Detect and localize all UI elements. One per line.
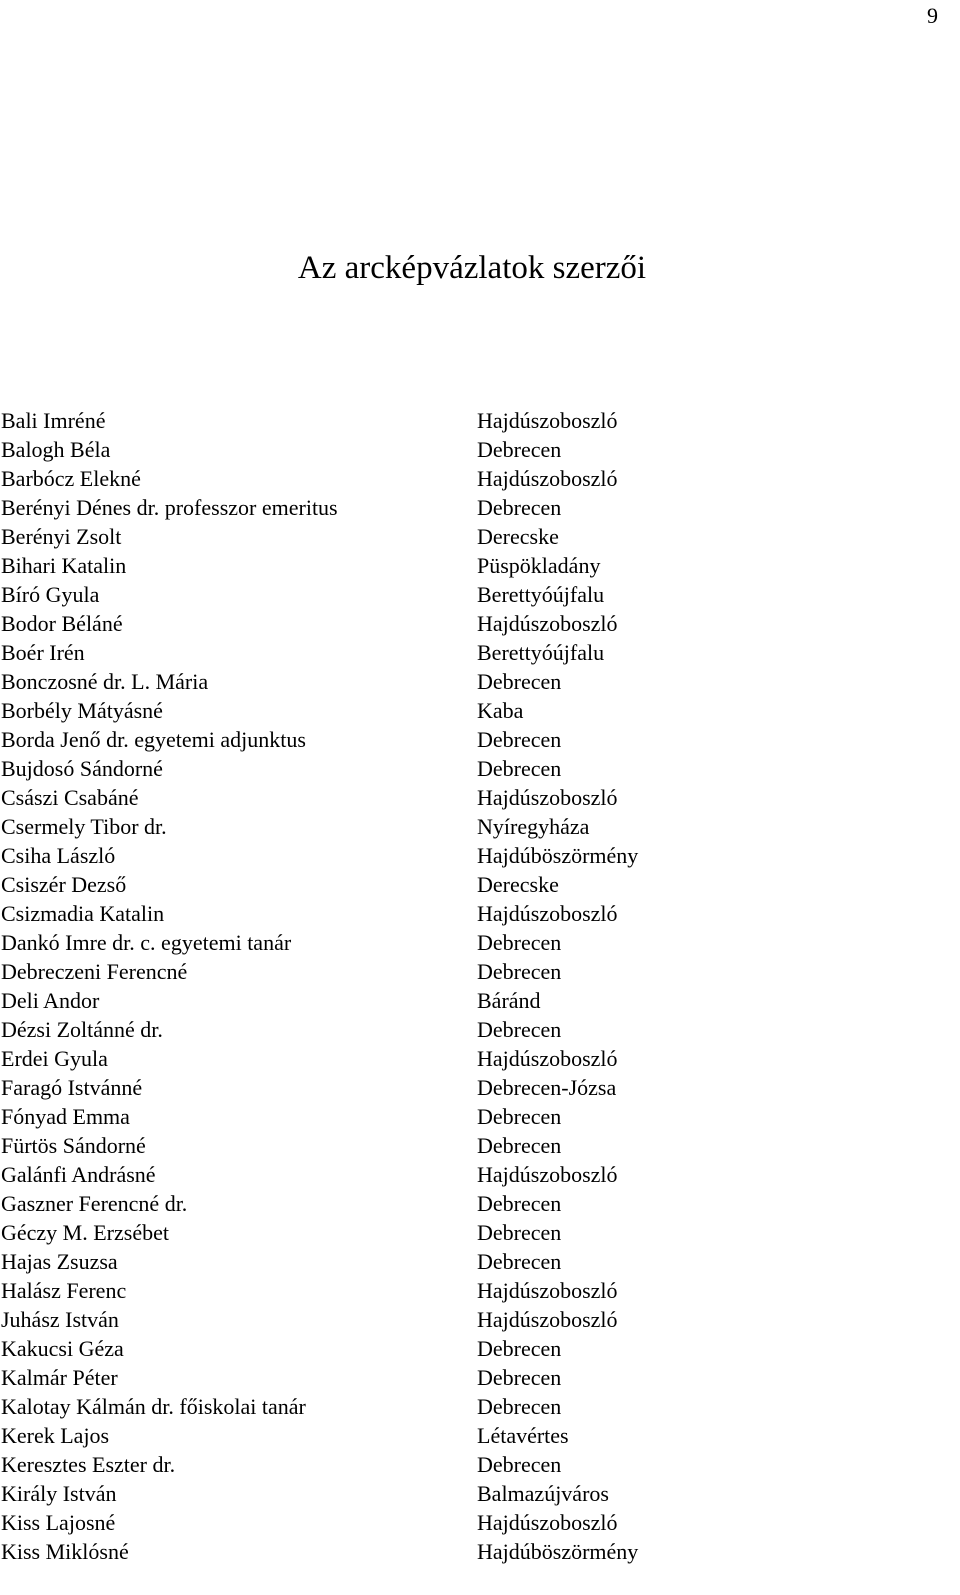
author-row	[0, 1334, 760, 1363]
author-city: Berettyóújfalu	[477, 640, 605, 665]
author-name: Juhász István	[1, 1307, 119, 1332]
author-row	[0, 696, 760, 725]
author-city: Debrecen	[477, 756, 562, 781]
author-name: Csizmadia Katalin	[1, 901, 165, 926]
author-name: Kiss Lajosné	[1, 1510, 116, 1535]
author-city: Derecske	[477, 524, 559, 549]
author-row	[0, 1392, 760, 1421]
author-name: Halász Ferenc	[1, 1278, 127, 1303]
author-row	[0, 522, 760, 551]
author-row	[0, 464, 760, 493]
author-name: Bali Imréné	[1, 408, 106, 433]
author-city: Debrecen	[477, 1394, 562, 1419]
author-city: Létavértes	[477, 1423, 569, 1448]
author-row	[0, 667, 760, 696]
author-name: Keresztes Eszter dr.	[1, 1452, 176, 1477]
author-name: Faragó Istvánné	[1, 1075, 143, 1100]
author-row	[0, 725, 760, 754]
author-city: Berettyóújfalu	[477, 582, 605, 607]
author-name: Csermely Tibor dr.	[1, 814, 167, 839]
author-city: Debrecen	[477, 1017, 562, 1042]
author-name: Kerek Lajos	[1, 1423, 110, 1448]
author-name: Borda Jenő dr. egyetemi adjunktus	[1, 727, 306, 752]
author-city: Hajdúszoboszló	[477, 1510, 618, 1535]
author-city: Debrecen-Józsa	[477, 1075, 617, 1100]
author-row	[0, 1479, 760, 1508]
author-city: Hajdúszoboszló	[477, 1046, 618, 1071]
author-row	[0, 1102, 760, 1131]
author-name: Hajas Zsuzsa	[1, 1249, 118, 1274]
author-row	[0, 1421, 760, 1450]
author-city: Hajdúböszörmény	[477, 843, 639, 868]
author-row	[0, 551, 760, 580]
author-row	[0, 812, 760, 841]
author-row	[0, 1247, 760, 1276]
author-city: Debrecen	[477, 1336, 562, 1361]
author-row	[0, 899, 760, 928]
author-name: Dézsi Zoltánné dr.	[1, 1017, 163, 1042]
author-row	[0, 1218, 760, 1247]
author-row	[0, 1044, 760, 1073]
author-name: Géczy M. Erzsébet	[1, 1220, 169, 1245]
author-name: Boér Irén	[1, 640, 85, 665]
author-city: Debrecen	[477, 930, 562, 955]
author-city: Debrecen	[477, 1191, 562, 1216]
author-row	[0, 957, 760, 986]
author-name: Berényi Dénes dr. professzor emeritus	[1, 495, 338, 520]
author-name: Berényi Zsolt	[1, 524, 122, 549]
author-city: Hajdúszoboszló	[477, 1162, 618, 1187]
author-name: Kalmár Péter	[1, 1365, 118, 1390]
author-row	[0, 1508, 760, 1537]
author-city: Püspökladány	[477, 553, 601, 578]
author-city: Debrecen	[477, 669, 562, 694]
author-row	[0, 1131, 760, 1160]
author-name: Bodor Béláné	[1, 611, 123, 636]
author-name: Barbócz Elekné	[1, 466, 141, 491]
author-city: Kaba	[477, 698, 524, 723]
author-row	[0, 1015, 760, 1044]
author-city: Hajdúszoboszló	[477, 901, 618, 926]
author-name: Erdei Gyula	[1, 1046, 108, 1071]
author-name: Császi Csabáné	[1, 785, 139, 810]
author-row	[0, 1160, 760, 1189]
author-city: Derecske	[477, 872, 559, 897]
author-row	[0, 580, 760, 609]
author-name: Kiss Miklósné	[1, 1539, 129, 1564]
author-name: Bíró Gyula	[1, 582, 100, 607]
author-row	[0, 1189, 760, 1218]
author-city: Hajdúszoboszló	[477, 466, 618, 491]
author-row	[0, 783, 760, 812]
author-row	[0, 1276, 760, 1305]
author-name: Galánfi Andrásné	[1, 1162, 156, 1187]
author-city: Debrecen	[477, 959, 562, 984]
author-city: Debrecen	[477, 1220, 562, 1245]
author-city: Debrecen	[477, 437, 562, 462]
author-city: Debrecen	[477, 727, 562, 752]
author-name: Bonczosné dr. L. Mária	[1, 669, 209, 694]
author-city: Debrecen	[477, 1452, 562, 1477]
author-row	[0, 1537, 760, 1566]
author-row	[0, 493, 760, 522]
author-row	[0, 1305, 760, 1334]
author-row	[0, 841, 760, 870]
author-name: Borbély Mátyásné	[1, 698, 163, 723]
author-row	[0, 435, 760, 464]
author-name: Kakucsi Géza	[1, 1336, 124, 1361]
author-city: Debrecen	[477, 1365, 562, 1390]
author-row	[0, 1450, 760, 1479]
author-city: Debrecen	[477, 1249, 562, 1274]
author-name: Kalotay Kálmán dr. főiskolai tanár	[1, 1394, 306, 1419]
author-city: Nyíregyháza	[477, 814, 590, 839]
author-city: Hajdúszoboszló	[477, 1307, 618, 1332]
author-row	[0, 638, 760, 667]
author-city: Hajdúszoboszló	[477, 1278, 618, 1303]
page-number: 9	[927, 3, 938, 28]
author-name: Balogh Béla	[1, 437, 111, 462]
author-name: Csiszér Dezső	[1, 872, 127, 897]
authors-list	[0, 406, 760, 1566]
author-row	[0, 870, 760, 899]
author-city: Hajdúszoboszló	[477, 611, 618, 636]
author-name: Fónyad Emma	[1, 1104, 130, 1129]
author-name: Deli Andor	[1, 988, 100, 1013]
author-name: Debreczeni Ferencné	[1, 959, 188, 984]
author-city: Hajdúszoboszló	[477, 785, 618, 810]
author-row	[0, 928, 760, 957]
author-row	[0, 986, 760, 1015]
author-city: Hajdúszoboszló	[477, 408, 618, 433]
author-name: Fürtös Sándorné	[1, 1133, 146, 1158]
author-city: Debrecen	[477, 1133, 562, 1158]
author-city: Balmazújváros	[477, 1481, 609, 1506]
author-name: Csiha László	[1, 843, 116, 868]
page-title: Az arcképvázlatok szerzői	[297, 250, 647, 286]
author-row	[0, 609, 760, 638]
author-name: Dankó Imre dr. c. egyetemi tanár	[1, 930, 292, 955]
author-name: Bihari Katalin	[1, 553, 127, 578]
author-row	[0, 1363, 760, 1392]
author-city: Debrecen	[477, 495, 562, 520]
author-name: Király István	[1, 1481, 117, 1506]
author-row	[0, 406, 760, 435]
author-row	[0, 1073, 760, 1102]
author-city: Hajdúböszörmény	[477, 1539, 639, 1564]
author-name: Bujdosó Sándorné	[1, 756, 163, 781]
author-city: Debrecen	[477, 1104, 562, 1129]
author-city: Báránd	[477, 988, 541, 1013]
author-row	[0, 754, 760, 783]
author-name: Gaszner Ferencné dr.	[1, 1191, 188, 1216]
